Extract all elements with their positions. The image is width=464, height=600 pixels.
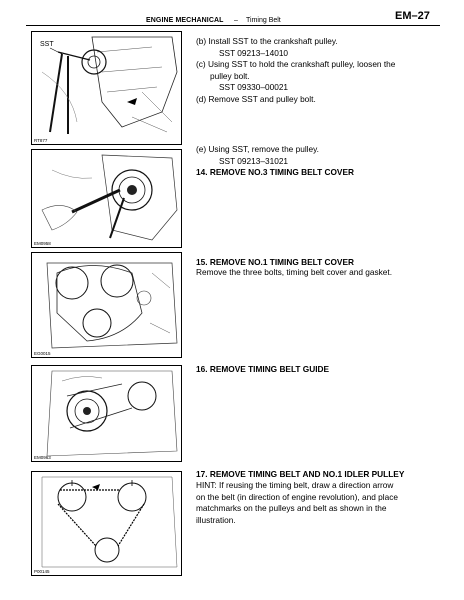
instruction-line: (c) Using SST to hold the crankshaft pulley, loosen the (196, 59, 396, 69)
figure-timing-belt-guide (31, 365, 182, 462)
instruction-line: SST 09213–14010 (219, 47, 289, 58)
instruction-line: pulley bolt. (210, 70, 250, 81)
page-number: EM–27 (395, 10, 430, 22)
step-17-heading: 17. REMOVE TIMING BELT AND NO.1 IDLER PULLEY (196, 469, 405, 479)
step-16-heading: 16. REMOVE TIMING BELT GUIDE (196, 364, 330, 374)
figure-3-illustration (32, 253, 181, 357)
figure-4-illustration (32, 366, 181, 461)
instructions-block-2 (196, 144, 446, 167)
step-15-heading: 15. REMOVE NO.1 TIMING BELT COVER (196, 257, 354, 267)
figure-timing-belt-matchmarks (31, 471, 182, 576)
figure-1-illustration (32, 32, 181, 144)
figure-code: EG0015 (34, 351, 51, 356)
instructions-block-1 (196, 36, 446, 105)
figure-code: P00145 (34, 569, 50, 574)
hint-line: HINT: If reusing the timing belt, draw a direction arrow (196, 480, 394, 490)
instruction-line: (e) Using SST, remove the pulley. (196, 144, 319, 154)
figure-code: EM0963 (34, 455, 51, 460)
step-17-hint (196, 480, 446, 526)
figure-2-illustration (32, 150, 181, 247)
header-rule (26, 25, 440, 26)
figure-code: RT877 (34, 138, 48, 143)
figure-crankshaft-pulley-sst (31, 31, 182, 145)
instruction-line: (b) Install SST to the crankshaft pulley. (196, 36, 338, 46)
instruction-line: SST 09330–00021 (219, 82, 289, 92)
hint-line: on the belt (in direction of engine revolution), and place (196, 491, 399, 502)
figure-timing-belt-cover (31, 252, 182, 358)
instruction-line: (d) Remove SST and pulley bolt. (196, 93, 316, 104)
figure-code: EM0958 (34, 241, 51, 246)
instruction-line: SST 09213–31021 (219, 155, 289, 166)
figure-sst-label: SST (40, 41, 54, 48)
figure-pulley-removal (31, 149, 182, 248)
hint-line: matchmarks on the pulleys and belt as shown in the (196, 503, 387, 513)
header-dash: – (234, 17, 238, 24)
header-section-title: ENGINE MECHANICAL (146, 17, 224, 24)
hint-line: illustration. (196, 514, 236, 525)
step-14-heading: 14. REMOVE NO.3 TIMING BELT COVER (196, 167, 354, 177)
step-15-text: Remove the three bolts, timing belt cover and gasket. (196, 267, 393, 277)
figure-5-illustration (32, 472, 181, 575)
header-subsection: Timing Belt (246, 17, 281, 24)
